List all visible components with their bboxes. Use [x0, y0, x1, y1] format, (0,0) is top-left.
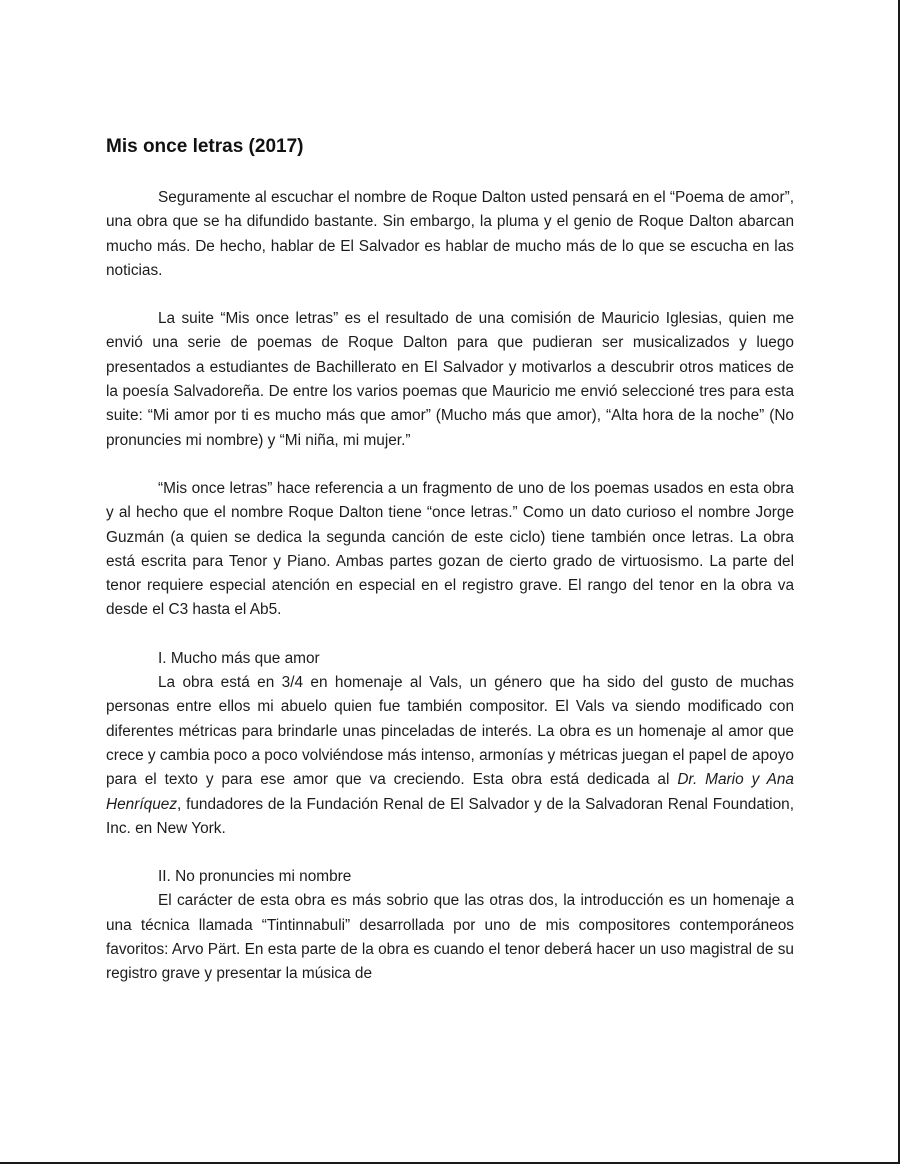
- section-text-start: La obra está en 3/4 en homenaje al Vals, un género que ha sido del gusto de muchas personas entre ellos mi abuelo quien fue también compositor. El Vals va siendo modificado con diferentes métricas para brindarle unas pinceladas de interés. La obra es un homenaje al amor que crece y cambia poco a poco volviéndose más intenso, armonías y métricas juegan el papel de apoyo para el texto y para ese amor que va creciendo. Esta obra está dedicada al: [106, 674, 794, 789]
- document-body: [106, 134, 794, 987]
- section-heading: I. Mucho más que amor: [158, 649, 320, 667]
- document-title: Mis once letras (2017): [106, 136, 304, 157]
- title-meaning-paragraph: “Mis once letras” hace referencia a un fragmento de uno de los poemas usados en esta obra y al hecho que el nombre Roque Dalton tiene “once letras.” Como un dato curioso el nombre Jorge Guzmán (a quien se dedica la segunda canción de este ciclo) tiene también once letras. La obra está escrita para Tenor y Piano. Ambas partes gozan de cierto grado de virtuosismo. La parte del tenor requiere especial atención en especial en el registro grave. El rango del tenor en la obra va desde el C3 hasta el Ab5.: [106, 479, 794, 619]
- section-text-end: , fundadores de la Fundación Renal de El Salvador y de la Salvadoran Renal Foundation, Inc. en New York.: [106, 795, 794, 837]
- dedication-names: Dr. Mario y Ana Henríquez: [106, 771, 794, 813]
- section-paragraph: El carácter de esta obra es más sobrio que las otras dos, la introducción es un homenaje a una técnica llamada “Tintinnabuli” desarrollada por uno de mis compositores contemporáneos favoritos: Arvo Pärt. En esta parte de la obra es cuando el tenor deberá hacer un uso magistral de su registro grave y presentar la música de: [106, 892, 794, 983]
- commission-paragraph: La suite “Mis once letras” es el resultado de una comisión de Mauricio Iglesias, quien me envió una serie de poemas de Roque Dalton para que pudieran ser musicalizados y luego presentados a estudiantes de Bachillerato en El Salvador y motivarlos a descubrir otros matices de la poesía Salvadoreña. De entre los varios poemas que Mauricio me envió seleccioné tres para esta suite: “Mi amor por ti es mucho más que amor” (Mucho más que amor), “Alta hora de la noche” (No pronuncies mi nombre) y “Mi niña, mi mujer.”: [106, 310, 794, 449]
- section-heading: II. No pronuncies mi nombre: [158, 868, 352, 886]
- section-paragraph: [106, 671, 794, 841]
- intro-paragraph: Seguramente al escuchar el nombre de Roque Dalton usted pensará en el “Poema de amor”, una obra que se ha difundido bastante. Sin embargo, la pluma y el genio de Roque Dalton abarcan mucho más. De hecho, hablar de El Salvador es hablar de mucho más de lo que se escucha en las noticias.: [106, 189, 794, 279]
- section-no-pronuncies-mi-nombre: [106, 865, 794, 986]
- section-mucho-mas-que-amor: [106, 647, 794, 841]
